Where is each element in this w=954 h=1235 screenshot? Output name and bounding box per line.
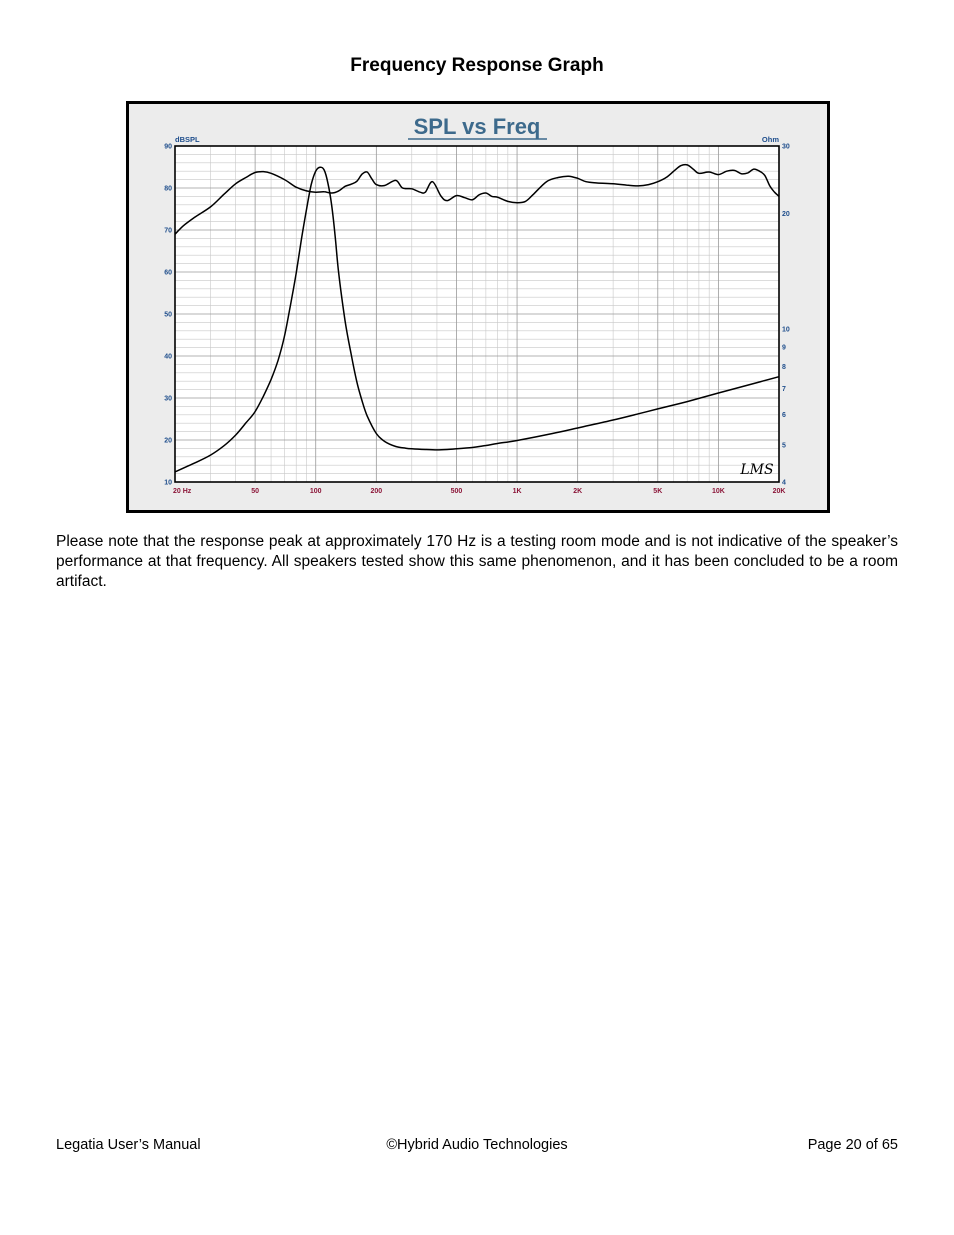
x-tick-label: 200 [370, 488, 383, 495]
y-tick-label-left: 70 [164, 227, 172, 235]
lms-watermark: LMS [740, 462, 774, 478]
x-tick-label: 50 [251, 488, 260, 495]
x-tick-label: 2K [573, 488, 583, 495]
y-tick-label-right: 30 [782, 143, 790, 151]
page-heading: Frequency Response Graph [350, 55, 604, 76]
y-tick-label-left: 50 [164, 311, 172, 319]
y-tick-label-right: 6 [782, 411, 786, 419]
x-tick-label: 20 Hz [173, 488, 192, 495]
frequency-response-chart [126, 101, 830, 513]
y-tick-label-left: 20 [164, 437, 172, 445]
footer-copyright: ©Hybrid Audio Technologies [386, 1137, 568, 1153]
x-tick-label: 5K [653, 488, 663, 495]
x-tick-label: 20K [772, 488, 786, 495]
x-tick-label: 500 [450, 488, 463, 495]
y-tick-label-right: 9 [782, 344, 786, 352]
y-tick-label-left: 60 [164, 269, 172, 277]
y-tick-label-right: 20 [782, 211, 790, 219]
y-tick-label-right: 5 [782, 442, 786, 450]
room-mode-note: Please note that the response peak at approximately 170 Hz is a testing room mode and is not indicative of the speaker’s performance at that frequency. All speakers tested show this same phenomenon, and it has been concluded to be a room artifact. [56, 533, 898, 590]
y-tick-label-left: 10 [164, 479, 172, 487]
y-tick-label-left: 80 [164, 185, 172, 193]
y-tick-label-left: 40 [164, 353, 172, 361]
y-tick-label-right: 10 [782, 326, 790, 334]
footer-page-number: Page 20 of 65 [807, 1137, 898, 1153]
y-tick-label-left: 90 [164, 143, 172, 151]
y-tick-label-right: 4 [782, 479, 786, 487]
left-axis-label: dBSPL [175, 135, 200, 144]
right-axis-label: Ohm [761, 135, 779, 144]
y-tick-label-right: 7 [782, 386, 786, 394]
y-tick-label-right: 8 [782, 363, 786, 371]
x-tick-label: 100 [309, 488, 322, 495]
chart-canvas [129, 104, 827, 510]
y-tick-label-left: 30 [164, 395, 172, 403]
x-tick-label: 10K [711, 488, 725, 495]
x-tick-label: 1K [512, 488, 522, 495]
footer-manual-title: Legatia User’s Manual [56, 1137, 201, 1153]
chart-title: SPL vs Freq [413, 114, 541, 139]
